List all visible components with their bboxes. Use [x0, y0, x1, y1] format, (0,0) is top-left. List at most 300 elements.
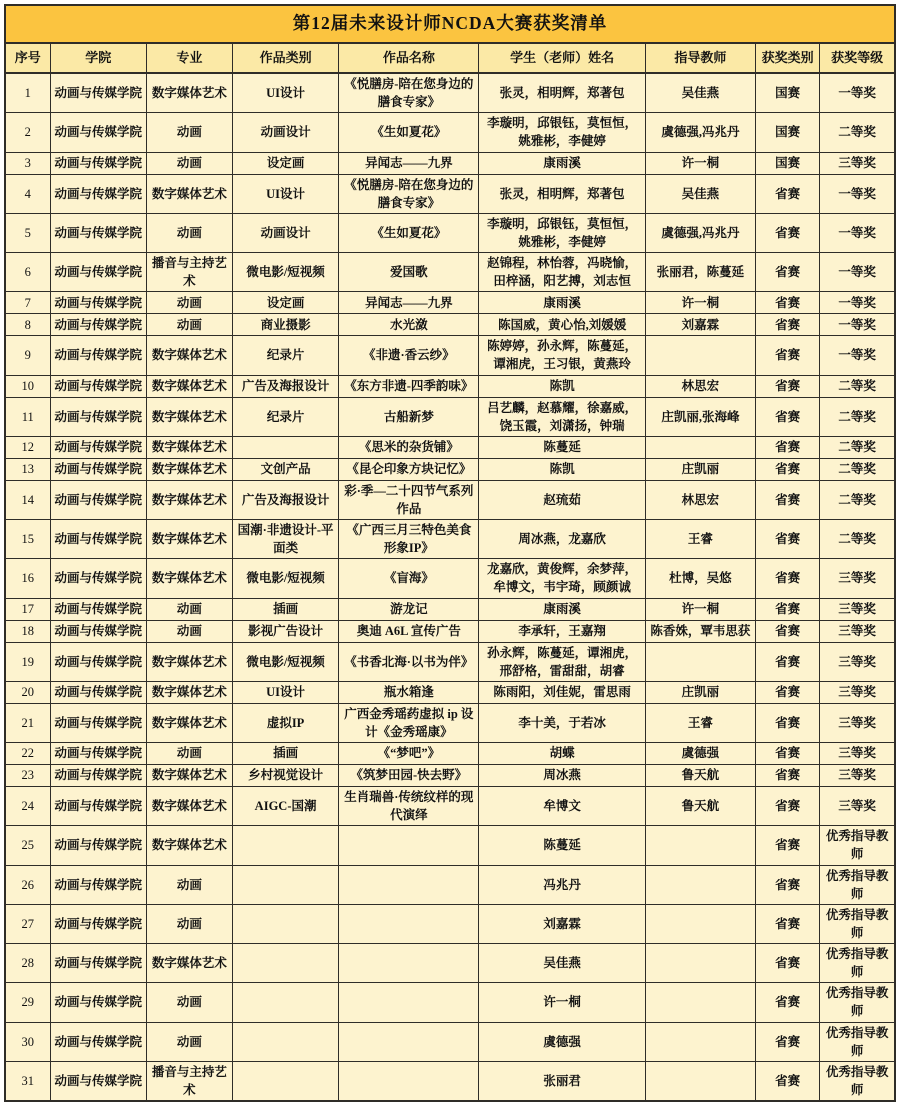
cell-major: 数字媒体艺术 [146, 559, 232, 598]
cell-no: 30 [5, 1022, 50, 1061]
cell-no: 23 [5, 765, 50, 787]
cell-no: 13 [5, 458, 50, 480]
table-row [5, 983, 895, 1022]
cell-award_type: 省赛 [756, 703, 820, 742]
cell-category: UI设计 [232, 73, 338, 113]
table-row [5, 73, 895, 113]
cell-students: 张灵，相明辉，郑著包 [479, 73, 645, 113]
cell-major: 动画 [146, 620, 232, 642]
table-title-row [5, 5, 895, 43]
cell-major: 动画 [146, 983, 232, 1022]
cell-award_level: 三等奖 [820, 765, 895, 787]
cell-work: 《生如夏花》 [339, 213, 479, 252]
cell-work [339, 983, 479, 1022]
column-header-award_type: 获奖类别 [756, 43, 820, 73]
cell-work: 异闻志——九界 [339, 152, 479, 174]
table-row [5, 480, 895, 519]
cell-major: 动画 [146, 1022, 232, 1061]
cell-college: 动画与传媒学院 [50, 1061, 146, 1101]
cell-no: 5 [5, 213, 50, 252]
column-header-advisor: 指导教师 [645, 43, 755, 73]
cell-award_type: 省赛 [756, 520, 820, 559]
cell-award_type: 省赛 [756, 397, 820, 436]
cell-college: 动画与传媒学院 [50, 598, 146, 620]
table-row [5, 559, 895, 598]
cell-award_type: 省赛 [756, 826, 820, 865]
cell-college: 动画与传媒学院 [50, 458, 146, 480]
table-row [5, 787, 895, 826]
cell-award_type: 省赛 [756, 436, 820, 458]
cell-award_type: 省赛 [756, 174, 820, 213]
cell-work [339, 944, 479, 983]
cell-college: 动画与传媒学院 [50, 336, 146, 375]
cell-work: 爱国歌 [339, 253, 479, 292]
awards-table [4, 4, 896, 1102]
cell-award_type: 省赛 [756, 642, 820, 681]
column-header-major: 专业 [146, 43, 232, 73]
cell-no: 19 [5, 642, 50, 681]
cell-category [232, 1022, 338, 1061]
cell-no: 25 [5, 826, 50, 865]
cell-college: 动画与传媒学院 [50, 436, 146, 458]
cell-no: 2 [5, 113, 50, 152]
cell-category: 动画设计 [232, 113, 338, 152]
cell-students: 康雨溪 [479, 292, 645, 314]
cell-major: 数字媒体艺术 [146, 436, 232, 458]
cell-advisor: 杜博，吴悠 [645, 559, 755, 598]
cell-award_level: 优秀指导教师 [820, 1061, 895, 1101]
cell-advisor: 许一桐 [645, 292, 755, 314]
cell-major: 数字媒体艺术 [146, 375, 232, 397]
cell-award_level: 二等奖 [820, 375, 895, 397]
cell-advisor [645, 944, 755, 983]
table-row [5, 336, 895, 375]
table-row [5, 314, 895, 336]
cell-advisor: 许一桐 [645, 152, 755, 174]
cell-college: 动画与传媒学院 [50, 642, 146, 681]
cell-award_level: 二等奖 [820, 397, 895, 436]
cell-students: 康雨溪 [479, 152, 645, 174]
cell-major: 数字媒体艺术 [146, 480, 232, 519]
cell-award_level: 三等奖 [820, 703, 895, 742]
cell-award_type: 国赛 [756, 152, 820, 174]
table-row [5, 375, 895, 397]
cell-category: 国潮·非遗设计-平面类 [232, 520, 338, 559]
cell-major: 动画 [146, 598, 232, 620]
cell-advisor [645, 983, 755, 1022]
cell-advisor: 鲁天航 [645, 765, 755, 787]
table-row [5, 904, 895, 943]
cell-award_level: 一等奖 [820, 174, 895, 213]
cell-award_level: 一等奖 [820, 253, 895, 292]
cell-students: 陈凯 [479, 375, 645, 397]
cell-advisor [645, 642, 755, 681]
cell-college: 动画与传媒学院 [50, 213, 146, 252]
table-row [5, 213, 895, 252]
cell-award_level: 优秀指导教师 [820, 944, 895, 983]
cell-advisor: 虞德强,冯兆丹 [645, 113, 755, 152]
cell-category: 乡村视觉设计 [232, 765, 338, 787]
cell-work: 生肖瑞兽·传统纹样的现代演绎 [339, 787, 479, 826]
column-header-no: 序号 [5, 43, 50, 73]
cell-college: 动画与传媒学院 [50, 703, 146, 742]
table-row [5, 397, 895, 436]
cell-award_level: 三等奖 [820, 152, 895, 174]
cell-work: 《广西三月三特色美食形象IP》 [339, 520, 479, 559]
cell-advisor: 许一桐 [645, 598, 755, 620]
cell-no: 24 [5, 787, 50, 826]
cell-work: 瓶水箱逢 [339, 681, 479, 703]
cell-advisor: 鲁天航 [645, 787, 755, 826]
table-row [5, 1061, 895, 1101]
cell-award_type: 省赛 [756, 865, 820, 904]
cell-work: 《昆仑印象方块记忆》 [339, 458, 479, 480]
cell-award_type: 省赛 [756, 559, 820, 598]
cell-category: UI设计 [232, 681, 338, 703]
cell-students: 张灵，相明辉，郑著包 [479, 174, 645, 213]
cell-category: 广告及海报设计 [232, 375, 338, 397]
table-row [5, 743, 895, 765]
table-row [5, 598, 895, 620]
cell-award_type: 省赛 [756, 1022, 820, 1061]
cell-advisor: 林思宏 [645, 375, 755, 397]
cell-award_type: 省赛 [756, 944, 820, 983]
cell-award_type: 省赛 [756, 743, 820, 765]
cell-category [232, 904, 338, 943]
column-header-category: 作品类别 [232, 43, 338, 73]
cell-students: 周冰燕，龙嘉欣 [479, 520, 645, 559]
cell-students: 刘嘉霖 [479, 904, 645, 943]
table-row [5, 703, 895, 742]
cell-advisor [645, 336, 755, 375]
cell-advisor: 庄凯丽 [645, 458, 755, 480]
cell-award_type: 省赛 [756, 598, 820, 620]
cell-no: 9 [5, 336, 50, 375]
cell-major: 数字媒体艺术 [146, 765, 232, 787]
table-row [5, 520, 895, 559]
cell-award_type: 国赛 [756, 113, 820, 152]
cell-advisor: 虞德强 [645, 743, 755, 765]
cell-advisor: 刘嘉霖 [645, 314, 755, 336]
cell-no: 27 [5, 904, 50, 943]
cell-award_level: 三等奖 [820, 743, 895, 765]
table-row [5, 253, 895, 292]
cell-advisor: 王睿 [645, 520, 755, 559]
cell-college: 动画与传媒学院 [50, 904, 146, 943]
cell-students: 虞德强 [479, 1022, 645, 1061]
cell-award_type: 省赛 [756, 787, 820, 826]
cell-category: 插画 [232, 743, 338, 765]
cell-major: 数字媒体艺术 [146, 681, 232, 703]
cell-college: 动画与传媒学院 [50, 743, 146, 765]
cell-students: 李十美，于若冰 [479, 703, 645, 742]
cell-students: 陈雨阳，刘佳妮，雷思雨 [479, 681, 645, 703]
cell-major: 数字媒体艺术 [146, 787, 232, 826]
cell-award_level: 二等奖 [820, 480, 895, 519]
cell-award_level: 三等奖 [820, 642, 895, 681]
table-row [5, 113, 895, 152]
cell-work: 《思米的杂货铺》 [339, 436, 479, 458]
cell-award_type: 国赛 [756, 73, 820, 113]
cell-award_type: 省赛 [756, 292, 820, 314]
cell-major: 动画 [146, 314, 232, 336]
cell-students: 吕艺麟，赵慕耀，徐嘉威，饶玉霞，刘潇扬，钟瑞 [479, 397, 645, 436]
cell-no: 29 [5, 983, 50, 1022]
cell-major: 动画 [146, 113, 232, 152]
cell-no: 10 [5, 375, 50, 397]
cell-award_level: 三等奖 [820, 787, 895, 826]
cell-no: 4 [5, 174, 50, 213]
cell-category: 微电影/短视频 [232, 253, 338, 292]
cell-college: 动画与传媒学院 [50, 944, 146, 983]
cell-college: 动画与传媒学院 [50, 681, 146, 703]
cell-work: 《非遗·香云纱》 [339, 336, 479, 375]
cell-category: 商业摄影 [232, 314, 338, 336]
cell-category [232, 826, 338, 865]
cell-students: 周冰燕 [479, 765, 645, 787]
cell-award_type: 省赛 [756, 314, 820, 336]
cell-award_level: 一等奖 [820, 213, 895, 252]
cell-college: 动画与传媒学院 [50, 113, 146, 152]
cell-category: 广告及海报设计 [232, 480, 338, 519]
cell-award_type: 省赛 [756, 620, 820, 642]
cell-college: 动画与传媒学院 [50, 620, 146, 642]
cell-category [232, 1061, 338, 1101]
cell-category [232, 983, 338, 1022]
cell-college: 动画与传媒学院 [50, 375, 146, 397]
cell-award_level: 三等奖 [820, 620, 895, 642]
cell-major: 数字媒体艺术 [146, 397, 232, 436]
cell-no: 7 [5, 292, 50, 314]
cell-advisor [645, 904, 755, 943]
cell-work: 《生如夏花》 [339, 113, 479, 152]
cell-no: 31 [5, 1061, 50, 1101]
cell-college: 动画与传媒学院 [50, 314, 146, 336]
cell-work: 水光潋 [339, 314, 479, 336]
column-header-students: 学生（老师）姓名 [479, 43, 645, 73]
cell-college: 动画与传媒学院 [50, 826, 146, 865]
cell-no: 14 [5, 480, 50, 519]
cell-award_type: 省赛 [756, 480, 820, 519]
cell-work: 异闻志——九界 [339, 292, 479, 314]
cell-advisor [645, 1022, 755, 1061]
cell-no: 16 [5, 559, 50, 598]
cell-work: 彩·季—二十四节气系列作品 [339, 480, 479, 519]
cell-work: 奥迪 A6L 宣传广告 [339, 620, 479, 642]
cell-students: 吴佳燕 [479, 944, 645, 983]
cell-major: 动画 [146, 743, 232, 765]
cell-category: 动画设计 [232, 213, 338, 252]
cell-award_level: 一等奖 [820, 73, 895, 113]
cell-students: 陈蔓延 [479, 436, 645, 458]
cell-major: 数字媒体艺术 [146, 520, 232, 559]
cell-award_type: 省赛 [756, 904, 820, 943]
cell-college: 动画与传媒学院 [50, 787, 146, 826]
cell-advisor [645, 1061, 755, 1101]
cell-students: 李璇明，邱银钰，莫恒恒，姚雅彬，李健婷 [479, 113, 645, 152]
cell-award_level: 三等奖 [820, 559, 895, 598]
cell-students: 李璇明，邱银钰，莫恒恒，姚雅彬，李健婷 [479, 213, 645, 252]
cell-major: 动画 [146, 904, 232, 943]
cell-major: 动画 [146, 213, 232, 252]
cell-work: 《悦膳房-陪在您身边的膳食专家》 [339, 174, 479, 213]
cell-major: 数字媒体艺术 [146, 826, 232, 865]
cell-major: 动画 [146, 865, 232, 904]
page-title: 第12届未来设计师NCDA大赛获奖清单 [5, 5, 895, 43]
cell-work: 《悦膳房-陪在您身边的膳食专家》 [339, 73, 479, 113]
cell-category [232, 436, 338, 458]
cell-advisor: 王睿 [645, 703, 755, 742]
cell-college: 动画与传媒学院 [50, 865, 146, 904]
cell-work: 《东方非遗-四季韵味》 [339, 375, 479, 397]
cell-work [339, 904, 479, 943]
cell-award_level: 优秀指导教师 [820, 1022, 895, 1061]
cell-students: 陈婷婷，孙永辉，陈蔓延，谭湘虎，王习银，黄燕玲 [479, 336, 645, 375]
column-header-work: 作品名称 [339, 43, 479, 73]
cell-advisor: 吴佳燕 [645, 174, 755, 213]
table-row [5, 765, 895, 787]
cell-award_level: 优秀指导教师 [820, 826, 895, 865]
cell-award_type: 省赛 [756, 375, 820, 397]
cell-no: 8 [5, 314, 50, 336]
table-row [5, 620, 895, 642]
award-list-sheet [4, 4, 896, 1102]
cell-major: 数字媒体艺术 [146, 174, 232, 213]
cell-award_level: 一等奖 [820, 336, 895, 375]
cell-advisor [645, 436, 755, 458]
cell-college: 动画与传媒学院 [50, 253, 146, 292]
cell-category: UI设计 [232, 174, 338, 213]
cell-advisor [645, 826, 755, 865]
cell-no: 22 [5, 743, 50, 765]
cell-award_type: 省赛 [756, 458, 820, 480]
cell-students: 赵锦程，林怡蓉，冯晓愉，田梓涵，阳艺搏，刘志恒 [479, 253, 645, 292]
table-row [5, 436, 895, 458]
table-row [5, 865, 895, 904]
cell-college: 动画与传媒学院 [50, 397, 146, 436]
cell-award_type: 省赛 [756, 336, 820, 375]
cell-work [339, 1022, 479, 1061]
cell-category: 插画 [232, 598, 338, 620]
cell-students: 胡蝶 [479, 743, 645, 765]
cell-work: 广西金秀瑶药虚拟 ip 设计《金秀瑶康》 [339, 703, 479, 742]
cell-no: 12 [5, 436, 50, 458]
cell-award_type: 省赛 [756, 765, 820, 787]
cell-award_level: 三等奖 [820, 598, 895, 620]
cell-award_type: 省赛 [756, 681, 820, 703]
cell-category: 影视广告设计 [232, 620, 338, 642]
cell-college: 动画与传媒学院 [50, 73, 146, 113]
cell-category [232, 865, 338, 904]
cell-students: 冯兆丹 [479, 865, 645, 904]
cell-students: 陈国威，黄心怡,刘媛媛 [479, 314, 645, 336]
cell-major: 数字媒体艺术 [146, 73, 232, 113]
cell-work: 《“梦吧”》 [339, 743, 479, 765]
cell-award_type: 省赛 [756, 213, 820, 252]
cell-work: 《书香北海·以书为伴》 [339, 642, 479, 681]
cell-advisor: 庄凯丽 [645, 681, 755, 703]
cell-no: 6 [5, 253, 50, 292]
cell-advisor: 庄凯丽,张海峰 [645, 397, 755, 436]
cell-major: 数字媒体艺术 [146, 458, 232, 480]
cell-students: 陈蔓延 [479, 826, 645, 865]
cell-college: 动画与传媒学院 [50, 765, 146, 787]
table-row [5, 458, 895, 480]
cell-category: 设定画 [232, 152, 338, 174]
cell-students: 张丽君 [479, 1061, 645, 1101]
cell-category: AIGC-国潮 [232, 787, 338, 826]
cell-work [339, 826, 479, 865]
cell-college: 动画与传媒学院 [50, 292, 146, 314]
cell-award_level: 优秀指导教师 [820, 865, 895, 904]
table-row [5, 152, 895, 174]
cell-award_type: 省赛 [756, 983, 820, 1022]
cell-students: 赵琉茹 [479, 480, 645, 519]
cell-award_level: 优秀指导教师 [820, 904, 895, 943]
cell-no: 18 [5, 620, 50, 642]
cell-students: 龙嘉欣，黄俊辉，余梦萍，牟博文，韦宇琦，顾颜诚 [479, 559, 645, 598]
cell-award_level: 二等奖 [820, 436, 895, 458]
cell-work [339, 865, 479, 904]
cell-advisor: 虞德强,冯兆丹 [645, 213, 755, 252]
cell-no: 28 [5, 944, 50, 983]
cell-no: 26 [5, 865, 50, 904]
cell-award_level: 一等奖 [820, 314, 895, 336]
cell-work: 《筑梦田园-快去野》 [339, 765, 479, 787]
cell-award_level: 二等奖 [820, 520, 895, 559]
cell-students: 李承轩，王嘉翔 [479, 620, 645, 642]
cell-college: 动画与传媒学院 [50, 520, 146, 559]
cell-college: 动画与传媒学院 [50, 559, 146, 598]
cell-advisor [645, 865, 755, 904]
column-header-award_level: 获奖等级 [820, 43, 895, 73]
cell-students: 陈凯 [479, 458, 645, 480]
cell-work: 《盲海》 [339, 559, 479, 598]
cell-category [232, 944, 338, 983]
cell-award_type: 省赛 [756, 253, 820, 292]
cell-major: 数字媒体艺术 [146, 336, 232, 375]
cell-students: 康雨溪 [479, 598, 645, 620]
cell-major: 播音与主持艺术 [146, 253, 232, 292]
column-header-college: 学院 [50, 43, 146, 73]
cell-award_type: 省赛 [756, 1061, 820, 1101]
cell-no: 17 [5, 598, 50, 620]
cell-category: 虚拟IP [232, 703, 338, 742]
cell-no: 1 [5, 73, 50, 113]
cell-major: 数字媒体艺术 [146, 944, 232, 983]
cell-category: 纪录片 [232, 336, 338, 375]
table-row [5, 681, 895, 703]
cell-students: 牟博文 [479, 787, 645, 826]
cell-students: 许一桐 [479, 983, 645, 1022]
table-row [5, 174, 895, 213]
cell-advisor: 吴佳燕 [645, 73, 755, 113]
cell-major: 动画 [146, 152, 232, 174]
cell-category: 微电影/短视频 [232, 642, 338, 681]
cell-work: 古船新梦 [339, 397, 479, 436]
cell-no: 15 [5, 520, 50, 559]
cell-students: 孙永辉，陈蔓延，谭湘虎，邢舒格，雷甜甜，胡睿 [479, 642, 645, 681]
cell-major: 数字媒体艺术 [146, 642, 232, 681]
cell-major: 动画 [146, 292, 232, 314]
cell-major: 播音与主持艺术 [146, 1061, 232, 1101]
cell-major: 数字媒体艺术 [146, 703, 232, 742]
table-row [5, 826, 895, 865]
cell-work: 游龙记 [339, 598, 479, 620]
cell-college: 动画与传媒学院 [50, 152, 146, 174]
cell-award_level: 三等奖 [820, 681, 895, 703]
cell-advisor: 张丽君，陈蔓延 [645, 253, 755, 292]
